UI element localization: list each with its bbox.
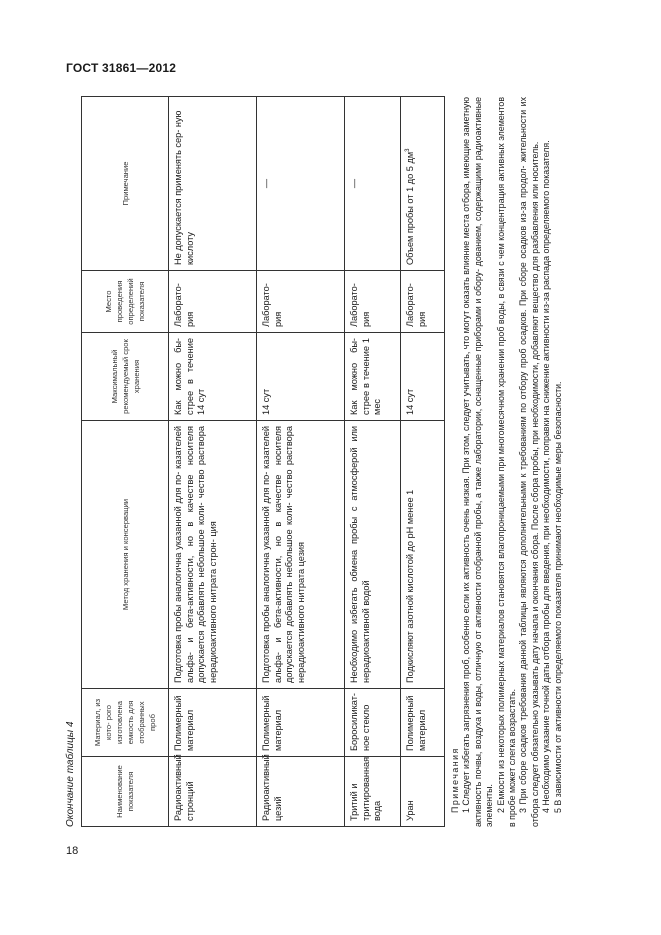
cell-method: Подготовка пробы аналогична указанной для по- казателей альфа- и бета-активности, но в качестве носителя допускается добавлять небольшое коли- чество раствора нерадиоактивного нитрата цезия [257, 421, 345, 689]
table-header-row [82, 97, 169, 827]
table-row [169, 97, 257, 827]
col-header-method: Метод хранения и консервации [82, 421, 169, 689]
table-notes [450, 97, 564, 827]
note-item: 3 При сборе осадков требования данной таблицы являются дополнительными к требованиям по отбору проб осадков. При сборе осадков из-за продол- жительности их отбора следует обязательно указывать дату начала и окончания сбора. После сбора пробы, при необходимости, добавляют вещество для разбавления или носитель. [518, 97, 540, 827]
cell-method: Подкисляют азотной кислотой до pH менее 1 [401, 421, 445, 689]
table-caption: Окончание таблицы 4 [65, 721, 76, 827]
cell-method: Необходимо избегать обмена пробы с атмосферой или нерадиоактивной водой [345, 421, 401, 689]
cell-place: Лаборато- рия [401, 271, 445, 333]
cell-term: 14 сут [257, 333, 345, 421]
rotated-table-block [64, 97, 563, 827]
cell-method: Подготовка пробы аналогична указанной для по- казателей альфа- и бета-активности, но в качестве носителя допускается добавлять небольшое коли- чество раствора нерадиоактивного нитрата строн- ция [169, 421, 257, 689]
cell-name: Радиоактивный цезий [257, 757, 345, 827]
table-row [257, 97, 345, 827]
cell-place: Лаборато- рия [257, 271, 345, 333]
storage-table [81, 96, 445, 827]
note-item: 1 Следует избегать загрязнения проб, особенно если их активность очень низкая. При этом, следует учитывать, что могут оказать влияние места отбора, имеющие заметную активность почвы, воздуха и воды, отличную от активности отобранной пробы, а также лаборатории, оснащенные приборами и обору- дованием, содержащими радиоактивные элементы. [461, 97, 495, 827]
cell-place: Лаборато- рия [169, 271, 257, 333]
cell-place: Лаборато- рия [345, 271, 401, 333]
document-header: ГОСТ 31861—2012 [66, 61, 177, 75]
table-row [345, 97, 401, 827]
cell-note: — [345, 97, 401, 271]
note-item: 5 В зависимости от активности определяемого показателя принимают необходимые меры безопасности. [552, 381, 563, 813]
cell-name: Радиоактивный стронций [169, 757, 257, 827]
col-header-note: Примечание [82, 97, 169, 271]
cell-term: Как можно бы- стрее в течение 1 мес [345, 333, 401, 421]
cell-material: Боросиликат- ное стекло [345, 689, 401, 757]
cell-note: — [257, 97, 345, 271]
cell-material: Полимерный материал [401, 689, 445, 757]
cell-term: 14 сут [401, 333, 445, 421]
cell-note [401, 97, 445, 271]
cell-name: Уран [401, 757, 445, 827]
note-superscript: 3 [405, 148, 411, 152]
notes-title: Примечания [450, 747, 460, 813]
col-header-name: Наименование показателя [82, 757, 169, 827]
col-header-term: Максимальный рекомендуемый срок хранения [82, 333, 169, 421]
col-header-place: Место проведения определений показателя [82, 271, 169, 333]
cell-name: Тритий и тритированная вода [345, 757, 401, 827]
col-header-material: Материал, из кото- рого изготовлена емкость для отобранных проб [82, 689, 169, 757]
note-text: Объем пробы от 1 до 5 дм [405, 151, 415, 265]
cell-material: Полимерный материал [169, 689, 257, 757]
cell-note: Не допускается применять сер- ную кислоту [169, 97, 257, 271]
cell-material: Полимерный материал [257, 689, 345, 757]
note-item: 2 Емкости из некоторых полимерных материалов становятся влагопроницаемыми при многомесячном хранении проб воды, в связи с чем концентрация активных элементов в пробе может слегка возрастать. [495, 97, 518, 827]
cell-term: Как можно бы- стрее в течение 14 сут [169, 333, 257, 421]
note-item: 4 Необходимо указание точной даты отбора пробы для введения, при необходимости, поправки на снижение активности из-за распада определяемого показателя. [541, 140, 552, 813]
page-number: 18 [66, 845, 79, 857]
table-row [401, 97, 445, 827]
